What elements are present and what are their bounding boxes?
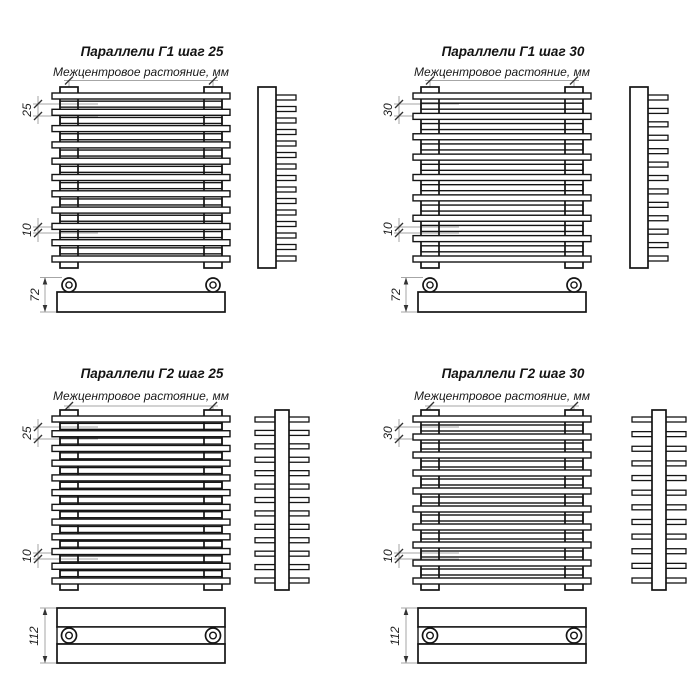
- tube-bar-behind: [60, 232, 222, 238]
- tube-bar-front: [413, 416, 591, 422]
- tube-bar-behind: [60, 571, 222, 577]
- tube-bar-front: [52, 175, 230, 181]
- tube-block-front: [57, 608, 225, 627]
- tube-bar-behind: [60, 248, 222, 254]
- tube-block-front: [418, 608, 586, 627]
- tube-bar-behind: [421, 533, 583, 539]
- depth-dimension-label: 72: [389, 288, 403, 302]
- tube-bar-front: [52, 256, 230, 262]
- tube-bar-behind: [421, 225, 583, 231]
- tube-bar-front: [52, 578, 230, 584]
- tube-bar-behind: [421, 515, 583, 521]
- tube-bar-behind: [421, 124, 583, 130]
- bottom-view: [57, 608, 225, 663]
- tube-bar-behind: [60, 215, 222, 221]
- bottom-view: [418, 278, 586, 312]
- tube-bar-front: [52, 490, 230, 496]
- side-view: [255, 410, 309, 590]
- collector-circle-inner: [427, 282, 433, 288]
- step-dimension-label: 25: [20, 426, 34, 440]
- tube-bar-front: [413, 154, 591, 160]
- tube-bar-behind: [60, 512, 222, 518]
- tube-bar-front: [52, 191, 230, 197]
- side-collector: [275, 410, 289, 590]
- tube-bar-behind: [60, 150, 222, 156]
- depth-dimension-label: 112: [388, 626, 402, 646]
- dimension-arrow: [43, 608, 48, 615]
- dimension-arrow: [404, 278, 409, 285]
- gap-dimension-label: 10: [20, 223, 34, 237]
- tube-bar-behind: [421, 185, 583, 191]
- quadrant-title: Параллели Г1 шаг 30: [441, 44, 585, 59]
- tube-bar-front: [52, 534, 230, 540]
- quadrant-title: Параллели Г2 шаг 25: [80, 366, 224, 381]
- tube-bar-behind: [421, 443, 583, 449]
- collector-strip: [57, 627, 225, 644]
- collector-circle-inner: [571, 282, 577, 288]
- tube-bar-front: [52, 445, 230, 451]
- quadrant-title: Параллели Г2 шаг 30: [441, 366, 585, 381]
- tube-bar-behind: [421, 164, 583, 170]
- front-view: [413, 410, 591, 590]
- tube-bar-front: [413, 506, 591, 512]
- dimension-arrow: [404, 305, 409, 312]
- dimension-arrow: [404, 656, 409, 663]
- bottom-view: [57, 278, 225, 312]
- tube-bar-front: [52, 223, 230, 229]
- tube-bar-front: [413, 195, 591, 201]
- tube-bar-behind: [60, 134, 222, 140]
- side-collector: [630, 87, 648, 268]
- collector-circle-inner: [210, 632, 217, 639]
- tube-bar-behind: [421, 461, 583, 467]
- depth-dimension-label: 72: [28, 288, 42, 302]
- tube-bar-front: [413, 236, 591, 242]
- tube-bar-front: [52, 158, 230, 164]
- tube-bar-behind: [60, 199, 222, 205]
- quadrant-g1-step25: [20, 44, 296, 312]
- tube-bar-front: [413, 113, 591, 119]
- side-view: [630, 87, 668, 268]
- side-collector: [258, 87, 276, 268]
- quadrant-g2-step30: [381, 366, 686, 663]
- tube-bar-front: [52, 416, 230, 422]
- tube-bar-front: [413, 452, 591, 458]
- gap-dimension-label: 10: [381, 222, 395, 236]
- tube-bar-front: [52, 460, 230, 466]
- dimension-arrow: [43, 656, 48, 663]
- tube-block-back: [57, 644, 225, 663]
- tube-bar-behind: [421, 246, 583, 252]
- tube-bar-front: [52, 126, 230, 132]
- tube-block: [57, 292, 225, 312]
- bottom-view: [418, 608, 586, 663]
- tube-bar-behind: [421, 205, 583, 211]
- tube-bar-front: [52, 109, 230, 115]
- tube-bar-front: [52, 207, 230, 213]
- collector-strip: [418, 627, 586, 644]
- tube-bar-behind: [421, 497, 583, 503]
- step-dimension-label: 25: [20, 103, 34, 117]
- tube-bar-front: [413, 560, 591, 566]
- side-view: [258, 87, 296, 268]
- tube-block-back: [418, 644, 586, 663]
- tube-bar-front: [413, 542, 591, 548]
- front-view: [413, 87, 591, 268]
- tube-bar-front: [413, 578, 591, 584]
- tube-bar-front: [52, 519, 230, 525]
- tube-bar-behind: [60, 526, 222, 532]
- tube-bar-behind: [421, 569, 583, 575]
- tube-bar-front: [52, 93, 230, 99]
- collector-circle-inner: [427, 632, 434, 639]
- front-view: [52, 410, 230, 590]
- tube-bar-behind: [421, 144, 583, 150]
- tube-bar-behind: [421, 551, 583, 557]
- dimension-arrow: [43, 278, 48, 285]
- tube-block: [418, 292, 586, 312]
- depth-dimension-label: 112: [27, 626, 41, 646]
- quadrant-subtitle: Межцентровое растояние, мм: [414, 389, 590, 403]
- gap-dimension-label: 10: [20, 549, 34, 563]
- quadrant-subtitle: Межцентровое растояние, мм: [414, 65, 590, 79]
- tube-bar-front: [52, 504, 230, 510]
- quadrant-title: Параллели Г1 шаг 25: [80, 44, 224, 59]
- tube-bar-front: [413, 256, 591, 262]
- tube-bar-behind: [421, 425, 583, 431]
- tube-bar-behind: [60, 423, 222, 429]
- tube-bar-front: [413, 524, 591, 530]
- tube-bar-behind: [60, 117, 222, 123]
- tube-bar-behind: [60, 183, 222, 189]
- collector-circle-inner: [571, 632, 578, 639]
- tube-bar-behind: [60, 497, 222, 503]
- dimension-arrow: [43, 305, 48, 312]
- collector-circle-inner: [66, 282, 72, 288]
- collector-circle-inner: [66, 632, 73, 639]
- side-view: [632, 410, 686, 590]
- tube-bar-behind: [60, 453, 222, 459]
- tube-bar-front: [52, 240, 230, 246]
- tube-bar-front: [52, 549, 230, 555]
- tube-bar-front: [413, 93, 591, 99]
- tube-bar-front: [52, 475, 230, 481]
- tube-bar-front: [52, 563, 230, 569]
- quadrant-g2-step25: [20, 366, 309, 663]
- tube-bar-front: [52, 142, 230, 148]
- tube-bar-front: [413, 134, 591, 140]
- tube-bar-behind: [60, 541, 222, 547]
- quadrant-subtitle: Межцентровое растояние, мм: [53, 65, 229, 79]
- quadrant-subtitle: Межцентровое растояние, мм: [53, 389, 229, 403]
- tube-bar-front: [413, 434, 591, 440]
- step-dimension-label: 30: [381, 103, 395, 117]
- gap-dimension-label: 10: [381, 549, 395, 563]
- front-view: [52, 87, 230, 268]
- tube-bar-front: [52, 431, 230, 437]
- tube-bar-behind: [60, 482, 222, 488]
- tube-bar-behind: [60, 166, 222, 172]
- step-dimension-label: 30: [381, 426, 395, 440]
- side-collector: [652, 410, 666, 590]
- quadrant-g1-step30: [381, 44, 668, 312]
- dimension-arrow: [404, 608, 409, 615]
- tube-bar-front: [413, 488, 591, 494]
- collector-circle-inner: [210, 282, 216, 288]
- tube-bar-behind: [60, 468, 222, 474]
- tube-bar-front: [413, 470, 591, 476]
- tube-bar-behind: [421, 479, 583, 485]
- tube-bar-front: [413, 175, 591, 181]
- tube-bar-front: [413, 215, 591, 221]
